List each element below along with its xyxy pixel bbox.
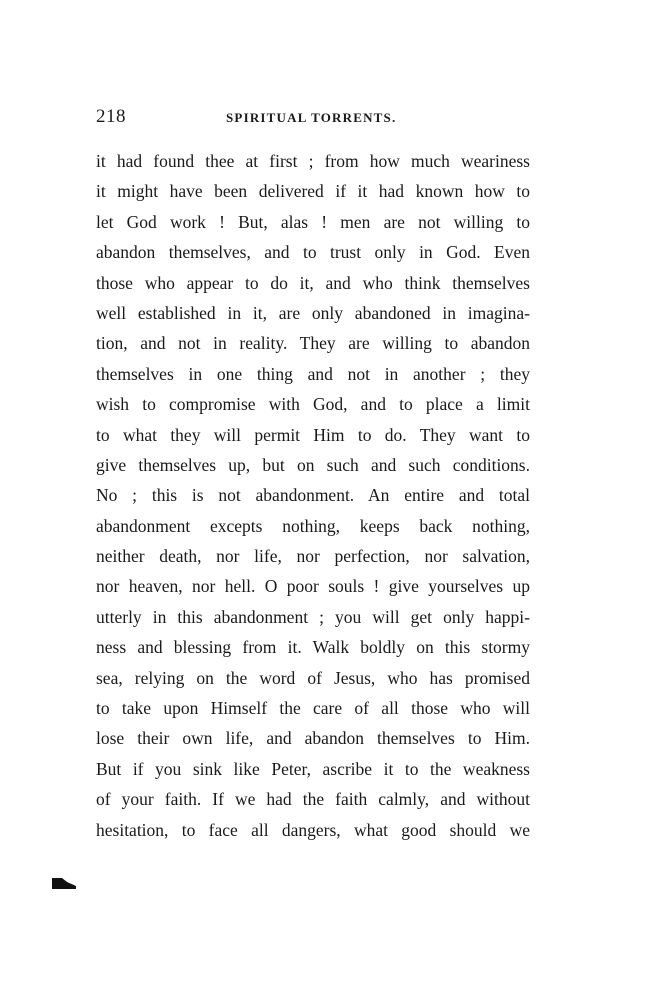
text-line: sea, relying on the word of Jesus, who has promised xyxy=(96,667,530,688)
text-line: No ; this is not abandonment. An entire and total xyxy=(96,485,530,506)
text-line: it had found thee at first ; from how much weariness xyxy=(96,151,530,171)
text-line: utterly in this abandonment ; you will get only happi- xyxy=(96,606,530,627)
text-line: to take upon Himself the care of all those who will xyxy=(96,698,530,719)
running-head xyxy=(96,106,530,130)
text-line: give themselves up, but on such and such conditions. xyxy=(96,454,530,475)
text-line: well established in it, are only abandoned in imagina- xyxy=(96,302,530,323)
text-line: themselves in one thing and not in another ; they xyxy=(96,363,530,384)
text-line: to what they will permit Him to do. They want to xyxy=(96,424,530,445)
text-line: let God work ! But, alas ! men are not willing to xyxy=(96,211,530,232)
text-line: it might have been delivered if it had known how to xyxy=(96,181,530,202)
text-line: abandonment excepts nothing, keeps back nothing, xyxy=(96,515,530,536)
text-line: hesitation, to face all dangers, what good should we xyxy=(96,819,530,840)
text-line: ness and blessing from it. Walk boldly on this stormy xyxy=(96,637,530,658)
text-line: nor heaven, nor hell. O poor souls ! give yourselves up xyxy=(96,576,530,597)
text-line: lose their own life, and abandon themselves to Him. xyxy=(96,728,530,749)
text-line: abandon themselves, and to trust only in God. Even xyxy=(96,242,530,263)
text-line: tion, and not in reality. They are willing to abandon xyxy=(96,333,530,354)
text-line: wish to compromise with God, and to place a limit xyxy=(96,394,530,415)
text-line: But if you sink like Peter, ascribe it to the weakness xyxy=(96,758,530,779)
text-line: of your faith. If we had the faith calmly, and without xyxy=(96,789,530,810)
page-number: 218 xyxy=(96,106,126,127)
text-line: neither death, nor life, nor perfection, nor salvation, xyxy=(96,546,530,567)
running-title: SPIRITUAL TORRENTS. xyxy=(226,110,397,125)
catchword-mark-icon xyxy=(52,877,76,889)
body-text xyxy=(96,146,530,845)
text-line: those who appear to do it, and who think themselves xyxy=(96,272,530,293)
